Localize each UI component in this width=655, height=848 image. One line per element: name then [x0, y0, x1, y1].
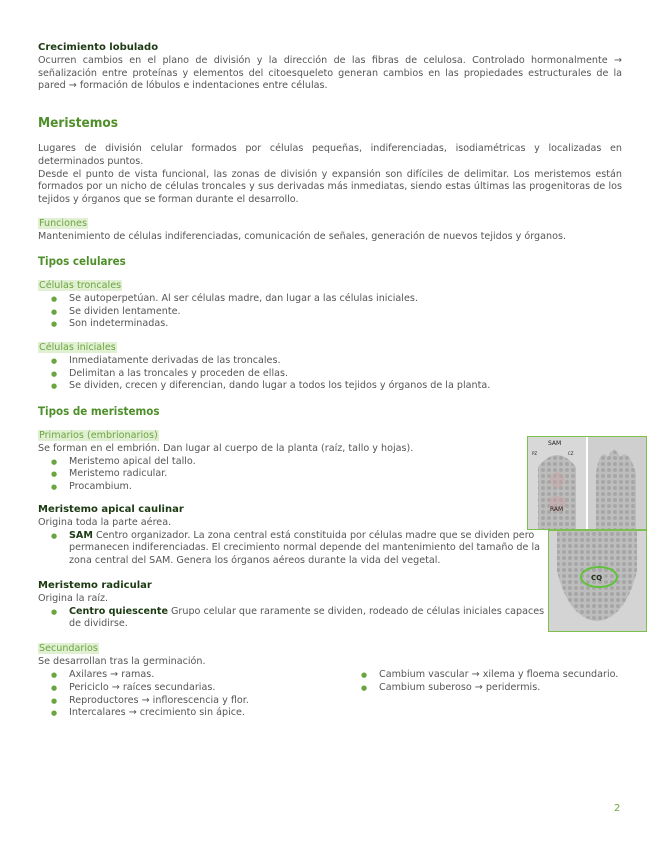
section-text: Ocurren cambios en el plano de división y la dirección de las fibras de celulosa. Controlado hormonalmente → señalización entre proteínas y elementos del citoesqueleto generan cambios en las propiedades estructurales de la pared → formación de lóbulos e indentaciones entre células. [38, 54, 622, 92]
meristemos-body [38, 143, 622, 207]
list-item: ● Cambium vascular → xilema y floema secundario. [348, 669, 622, 682]
primarios-text: Se forman en el embrión. Dan lugar al cuerpo de la planta (raíz, tallo y hojas). [38, 442, 414, 454]
secundarios-text: Se desarrollan tras la germinación. [38, 655, 206, 667]
list-sam [38, 530, 548, 568]
list-item: ● Son indeterminadas. [38, 318, 628, 331]
figure-label: CQ [591, 574, 603, 582]
label-celulas-iniciales: Células iniciales [39, 342, 116, 353]
list-secundarios-right [348, 669, 622, 695]
page-number: 2 [614, 803, 621, 814]
list-item: ● Intercalares → crecimiento sin ápice. [38, 707, 338, 720]
section-secundarios [38, 643, 628, 669]
section-celulas-iniciales [38, 342, 628, 393]
micrograph-sam-image [528, 437, 646, 529]
list-ram [38, 606, 548, 632]
sam-description: Centro organizador. La zona central está constituida por células madre que se dividen pero permanecen indiferenciadas. El crecimiento normal depende del mantenimiento del tamaño de la zona central del SAM. Genera los órganos aéreos durante la vida del vegetal. [69, 529, 540, 567]
list-item: ● Meristemo radicular. [38, 468, 528, 481]
section-crecimiento-lobulado [38, 42, 622, 93]
figure-label: RAM [550, 506, 564, 513]
section-funciones [38, 218, 628, 244]
ram-title: Meristemo radicular [38, 580, 152, 591]
meristemos-paragraph-2: Desde el punto de vista funcional, las zonas de división y expansión son difíciles de delimitar. Los meristemos están formados por un nicho de células troncales y sus derivadas más inmediatas, siendo estas últimas las progenitoras de los tejidos y órganos que se forman durante el desarrollo. [38, 168, 622, 206]
list-item: ● Delimitan a las troncales y proceden de ellas. [38, 368, 628, 381]
list-item: ● Axilares → ramas. [38, 669, 338, 682]
section-celulas-troncales [38, 280, 628, 331]
list-item: ● Se autoperpetúan. Al ser células madre, dan lugar a las células iniciales. [38, 293, 628, 306]
list-item: ● Reproductores → inflorescencia y flor. [38, 695, 338, 708]
figure-label: SAM [548, 440, 562, 447]
section-title: Crecimiento lobulado [38, 42, 159, 53]
sam-title: Meristemo apical caulinar [38, 504, 184, 515]
list-item [38, 606, 548, 632]
label-celulas-troncales: Células troncales [39, 280, 122, 291]
list-primarios [38, 456, 528, 494]
sam-text: Origina toda la parte aérea. [38, 516, 172, 528]
label-secundarios: Secundarios [39, 643, 98, 654]
micrograph-ram-image [549, 531, 646, 631]
term-centro-quiescente: Centro quiescente [69, 605, 168, 617]
list-item: ● Se dividen lentamente. [38, 306, 628, 319]
list-item [38, 530, 548, 568]
section-sam [38, 504, 548, 568]
list-troncales [38, 293, 628, 331]
term-sam: SAM [69, 529, 93, 541]
figure-sam-micrograph [527, 436, 647, 530]
figure-small-label: CZ [568, 451, 574, 456]
label-funciones: Funciones [39, 218, 87, 229]
funciones-text: Mantenimiento de células indiferenciadas, comunicación de señales, generación de nuevos tejidos y órganos. [38, 230, 567, 242]
ram-description: Grupo celular que raramente se dividen, rodeado de células iniciales capaces de dividirse. [69, 605, 545, 630]
heading-tipos-celulares: Tipos celulares [38, 254, 126, 268]
list-item: ● Cambium suberoso → peridermis. [348, 682, 622, 695]
list-iniciales [38, 355, 628, 393]
list-item: ● Meristemo apical del tallo. [38, 456, 528, 469]
ram-text: Origina la raíz. [38, 592, 109, 604]
section-primarios [38, 430, 528, 494]
list-secundarios-left [38, 669, 338, 720]
heading-meristemos: Meristemos [38, 115, 118, 131]
list-item: ● Se dividen, crecen y diferencian, dando lugar a todos los tejidos y órganos de la planta. [38, 380, 628, 393]
list-item: ● Inmediatamente derivadas de las troncales. [38, 355, 628, 368]
section-ram [38, 580, 548, 631]
list-item: ● Procambium. [38, 481, 528, 494]
list-item: ● Periciclo → raíces secundarias. [38, 682, 338, 695]
figure-ram-micrograph [548, 530, 647, 632]
heading-tipos-de-meristemos: Tipos de meristemos [38, 404, 160, 418]
figure-small-label: PZ [532, 451, 538, 456]
label-primarios: Primarios (embrionarios) [39, 430, 158, 441]
meristemos-paragraph-1: Lugares de división celular formados por células pequeñas, indiferenciadas, isodiamétricas y localizadas en determinados puntos. [38, 143, 622, 167]
